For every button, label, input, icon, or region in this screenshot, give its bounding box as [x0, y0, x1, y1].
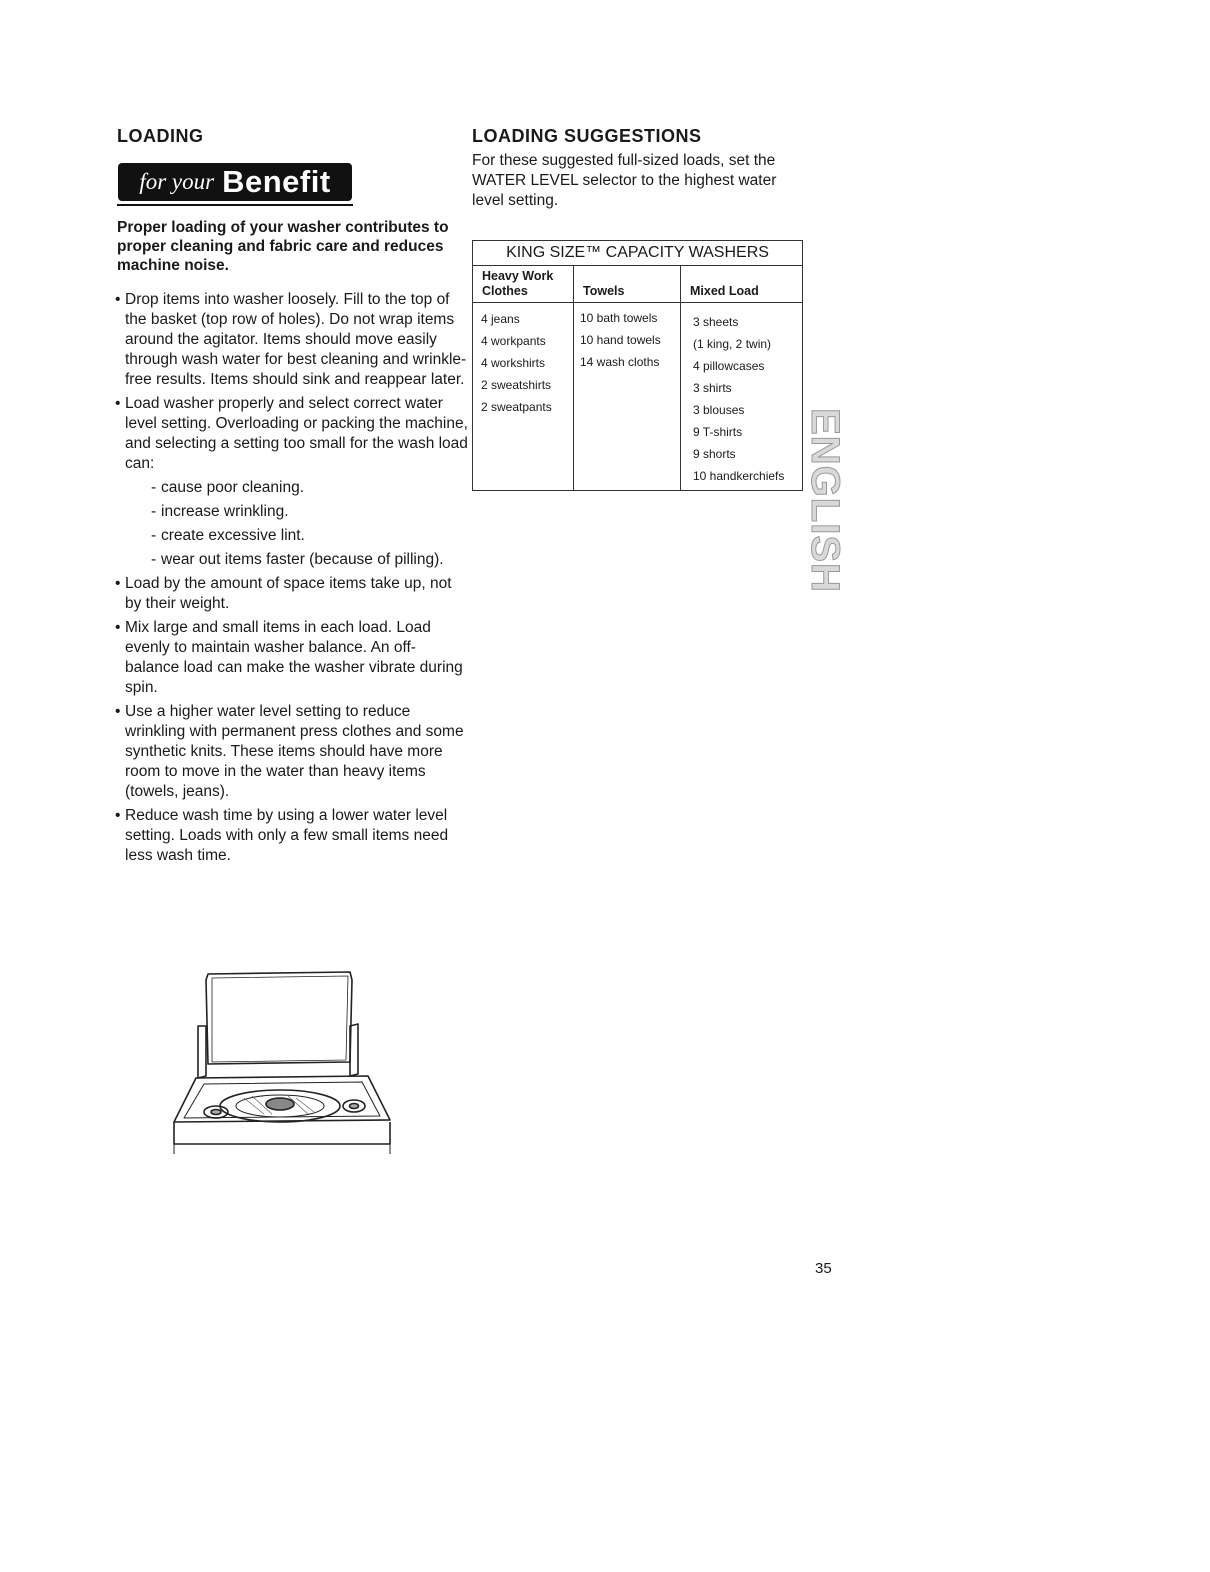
table-cell: (1 king, 2 twin) — [693, 337, 772, 351]
list-item — [117, 702, 469, 802]
list-item — [117, 806, 469, 866]
badge-underline — [117, 204, 353, 206]
list-item: - cause poor cleaning. — [151, 478, 469, 498]
list-item — [117, 574, 469, 614]
table-cell: 3 blouses — [693, 403, 745, 417]
list-item: - wear out items faster (because of pilling). — [151, 550, 469, 570]
column-cells — [574, 303, 681, 373]
loading-bullet-list — [117, 290, 469, 870]
table-title: KING SIZE™ CAPACITY WASHERS — [473, 241, 802, 266]
capacity-table — [472, 240, 803, 491]
column-header: Mixed Load — [681, 265, 803, 303]
bullet-text: Reduce wash time by using a lower water level setting. Loads with only a few small items need less wash time. — [125, 807, 449, 864]
table-column-towels — [573, 265, 681, 490]
loading-intro: Proper loading of your washer contributes to proper cleaning and fabric care and reduces machine noise. — [117, 219, 449, 274]
table-cell: 9 shorts — [693, 447, 736, 461]
table-cell: 4 jeans — [481, 312, 520, 326]
table-column-heavy-work — [473, 265, 573, 490]
table-cell: 4 workshirts — [481, 356, 546, 370]
table-cell: 4 workpants — [481, 334, 546, 348]
column-header: Heavy Work Clothes — [473, 265, 573, 303]
table-cell: 2 sweatshirts — [481, 378, 552, 392]
language-tab-label: ENGLISH — [802, 407, 847, 593]
badge-small-text: for your — [139, 169, 215, 194]
list-item — [117, 290, 469, 390]
section-title-loading: LOADING — [117, 126, 204, 146]
table-column-mixed-load — [680, 265, 803, 490]
page-number: 35 — [815, 1260, 832, 1277]
table-cell: 4 pillowcases — [693, 359, 765, 373]
table-cell: 10 bath towels — [580, 311, 658, 325]
table-cell: 9 T-shirts — [693, 425, 743, 439]
table-cell: 3 sheets — [693, 315, 739, 329]
table-cell: 3 shirts — [693, 381, 732, 395]
table-cell: 14 wash cloths — [580, 355, 660, 369]
overloading-effects-list — [151, 478, 469, 570]
column-cells — [681, 303, 803, 487]
washer-illustration — [168, 966, 408, 1156]
list-item: - create excessive lint. — [151, 526, 469, 546]
table-cell: 10 handkerchiefs — [693, 469, 785, 483]
table-cell: 10 hand towels — [580, 333, 661, 347]
list-item — [117, 618, 469, 698]
table-cell: 2 sweatpants — [481, 400, 552, 414]
column-header: Towels — [574, 265, 681, 303]
bullet-text: Load washer properly and select correct water level setting. Overloading or packing the machine, and selecting a setting too small for the wash load can: — [125, 395, 468, 472]
badge-big-text: Benefit — [222, 164, 331, 199]
section-title-loading-suggestions: LOADING SUGGESTIONS — [472, 126, 702, 146]
list-item: - increase wrinkling. — [151, 502, 469, 522]
list-item — [117, 394, 469, 570]
column-cells — [473, 303, 573, 418]
for-your-benefit-badge — [118, 163, 352, 201]
bullet-text: Mix large and small items in each load. Load evenly to maintain washer balance. An off-balance load can make the washer vibrate during spin. — [125, 619, 463, 696]
bullet-text: Load by the amount of space items take up, not by their weight. — [125, 575, 452, 612]
language-side-tab — [800, 402, 848, 598]
bullet-text: Use a higher water level setting to reduce wrinkling with permanent press clothes and some synthetic knits. These items should have more room to move in the water than heavy items (towels, jeans). — [125, 703, 464, 800]
loading-suggestions-intro: For these suggested full-sized loads, set the WATER LEVEL selector to the highest water level setting. — [472, 152, 777, 209]
bullet-text: Drop items into washer loosely. Fill to the top of the basket (top row of holes). Do not wrap items around the agitator. Items should move easily through wash water for best cleaning and wrinkle-free results. Items should sink and reappear later. — [125, 291, 467, 388]
